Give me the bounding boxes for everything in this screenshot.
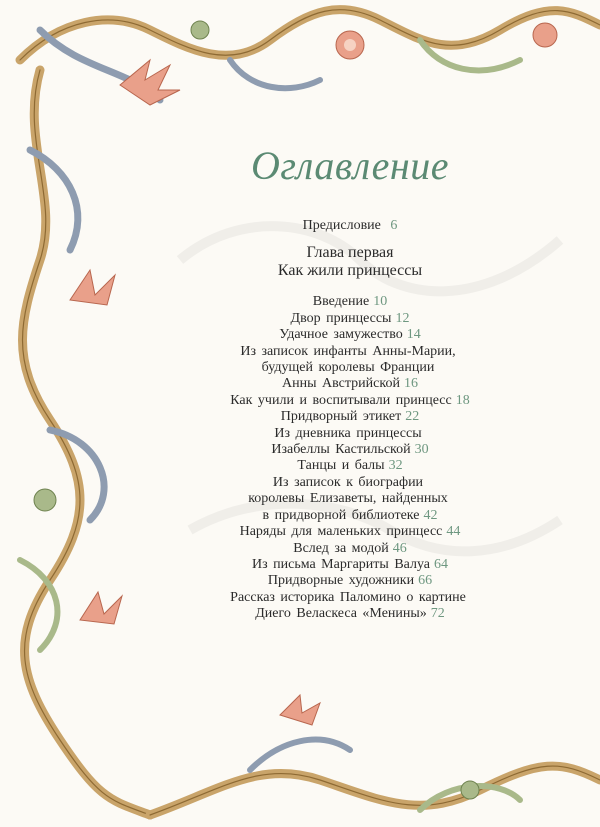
- toc-entry[interactable]: [180, 409, 520, 425]
- toc-entry-preface[interactable]: [180, 218, 520, 234]
- toc-entries-list: [180, 294, 520, 622]
- toc-entry-text: Из записок к биографии: [272, 474, 424, 490]
- toc-entry[interactable]: [180, 376, 520, 392]
- toc-entry-text: Придворный этикет: [280, 409, 402, 425]
- toc-entry[interactable]: [180, 508, 520, 524]
- toc-entry-text: Двор принцессы: [290, 310, 392, 326]
- toc-entry-text: Удачное замужество: [279, 327, 403, 343]
- toc-entry[interactable]: [180, 344, 520, 360]
- toc-entry-text: Введение: [312, 294, 370, 310]
- toc-entry-text: Наряды для маленьких принцесс: [239, 524, 443, 540]
- toc-entry[interactable]: [180, 442, 520, 458]
- toc-entry[interactable]: [180, 311, 520, 327]
- toc-entry-page: 42: [423, 507, 438, 523]
- toc-entry-page: 10: [373, 294, 388, 310]
- toc-entry[interactable]: [180, 393, 520, 409]
- toc-entry[interactable]: [180, 524, 520, 540]
- toc-entry-text: в придворной библиотеке: [262, 507, 420, 523]
- chapter-number: Глава первая: [306, 244, 394, 262]
- toc-entry-page: 66: [418, 573, 433, 589]
- toc-entry-page: 72: [430, 606, 445, 622]
- toc-entry-page: 6: [390, 218, 398, 233]
- toc-entry[interactable]: [180, 360, 520, 376]
- toc-entry[interactable]: [180, 557, 520, 573]
- chapter-heading: [180, 244, 520, 280]
- table-of-contents: [180, 140, 520, 623]
- toc-entry-page: 64: [434, 556, 449, 572]
- toc-entry[interactable]: [180, 573, 520, 589]
- toc-entry[interactable]: [180, 327, 520, 343]
- toc-entry-page: 12: [395, 310, 410, 326]
- toc-entry-text: Из записок инфанты Анны-Марии,: [240, 343, 456, 359]
- toc-entry-page: 22: [405, 409, 420, 425]
- page-title: Оглавление: [250, 143, 450, 188]
- toc-entry[interactable]: [180, 491, 520, 507]
- toc-entry-text: королевы Елизаветы, найденных: [248, 491, 448, 507]
- toc-entry-text: Изабеллы Кастильской: [271, 442, 411, 458]
- toc-entry-text: Из письма Маргариты Валуа: [251, 556, 431, 572]
- toc-entry-text: Диего Веласкеса «Менины»: [255, 606, 427, 622]
- toc-entry-text: Придворные художники: [267, 573, 415, 589]
- toc-entry-page: 46: [392, 540, 407, 556]
- toc-entry[interactable]: [180, 541, 520, 557]
- toc-entry[interactable]: [180, 475, 520, 491]
- toc-entry-text: Из дневника принцессы: [274, 425, 422, 441]
- chapter-title: Как жили принцессы: [277, 262, 423, 280]
- toc-entry-text: Танцы и балы: [297, 458, 385, 474]
- toc-entry-text: Вслед за модой: [293, 540, 389, 556]
- toc-entry-page: 44: [446, 524, 461, 540]
- toc-entry-page: 18: [455, 392, 470, 408]
- toc-entry-text: Предисловие: [302, 218, 381, 233]
- toc-entry-text: Как учили и воспитывали принцесс: [230, 392, 452, 408]
- toc-entry-text: Анны Австрийской: [282, 376, 400, 392]
- toc-entry-text: Рассказ историка Паломино о картине: [230, 589, 466, 605]
- toc-entry[interactable]: [180, 294, 520, 310]
- toc-entry-page: 32: [388, 458, 403, 474]
- toc-entry-page: 30: [414, 442, 429, 458]
- toc-entry-page: 14: [406, 327, 421, 343]
- toc-entry[interactable]: [180, 606, 520, 622]
- toc-entry[interactable]: [180, 426, 520, 442]
- toc-entry[interactable]: [180, 590, 520, 606]
- toc-entry[interactable]: [180, 458, 520, 474]
- toc-entry-page: 16: [403, 376, 418, 392]
- toc-entry-text: будущей королевы Франции: [261, 360, 435, 376]
